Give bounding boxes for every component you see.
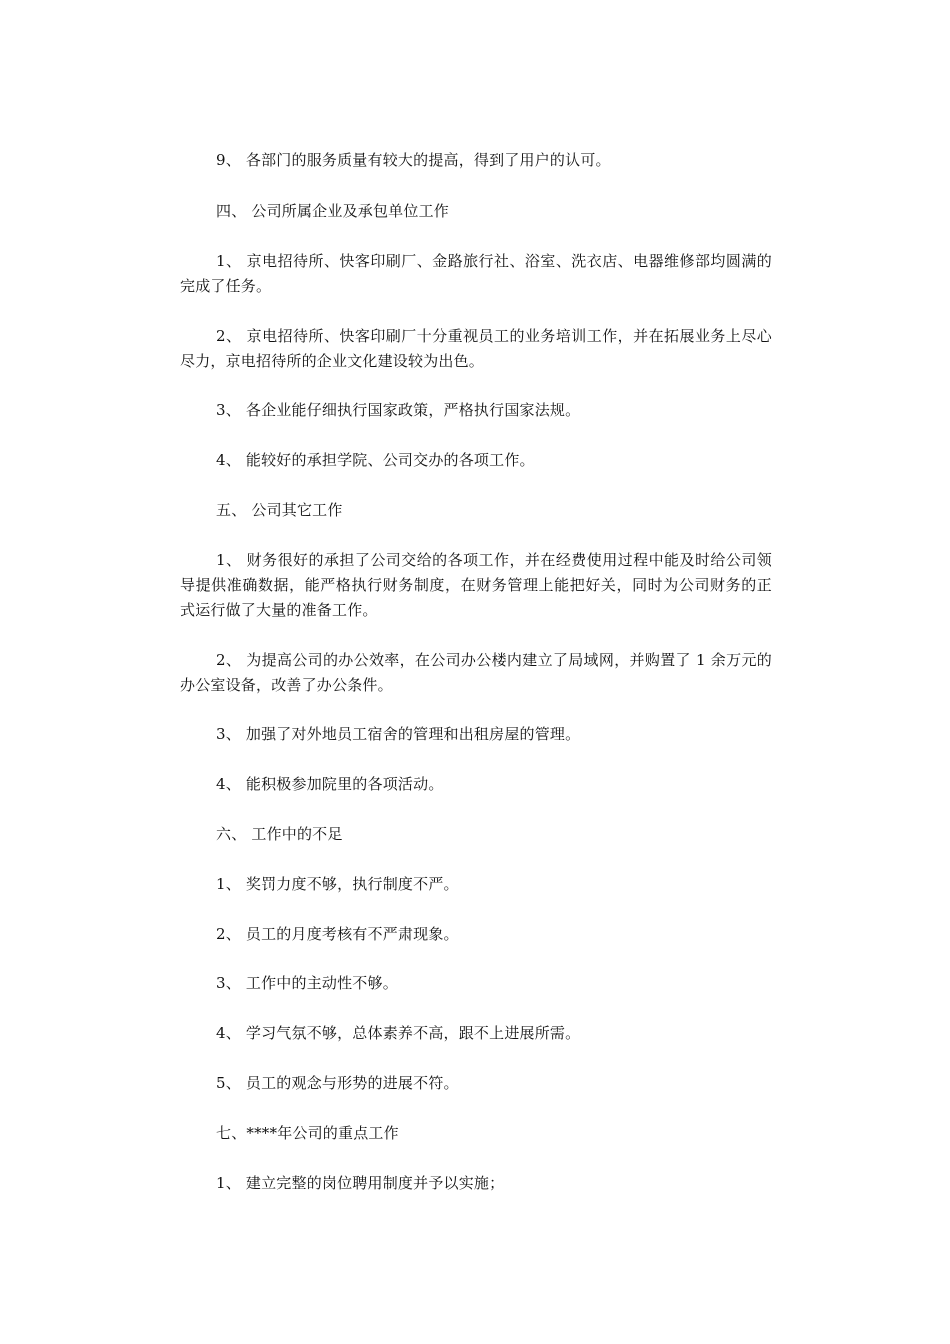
paragraph-item-4-learning: 4、 学习气氛不够，总体素养不高，跟不上进展所需。 xyxy=(216,1024,581,1042)
paragraph-item-9-service-quality: 9、 各部门的服务质量有较大的提高，得到了用户的认可。 xyxy=(216,151,611,169)
paragraph-item-4-assigned-work: 4、 能较好的承担学院、公司交办的各项工作。 xyxy=(216,451,535,469)
paragraph-item-3-initiative: 3、 工作中的主动性不够。 xyxy=(216,974,398,992)
paragraph-item-1-discipline: 1、 奖罚力度不够，执行制度不严。 xyxy=(216,875,459,893)
section-heading-6: 六、 工作中的不足 xyxy=(216,825,343,843)
paragraph-item-3-dormitory: 3、 加强了对外地员工宿舍的管理和出租房屋的管理。 xyxy=(216,725,581,743)
section-heading-7: 七、****年公司的重点工作 xyxy=(216,1124,399,1142)
section-heading-5: 五、 公司其它工作 xyxy=(216,501,343,519)
paragraph-item-2-office-network: 2、 为提高公司的办公效率，在公司办公楼内建立了局域网，并购置了 1 余万元的办公室设备，改善了办公条件。 xyxy=(180,651,772,694)
paragraph-item-1-enterprises: 1、 京电招待所、快客印刷厂、金路旅行社、浴室、洗衣店、电器维修部均圆满的完成了任务。 xyxy=(180,252,772,295)
paragraph-item-2-assessment: 2、 员工的月度考核有不严肃现象。 xyxy=(216,925,459,943)
paragraph-item-2-training: 2、 京电招待所、快客印刷厂十分重视员工的业务培训工作，并在拓展业务上尽心尽力，京电招待所的企业文化建设较为出色。 xyxy=(180,327,772,370)
paragraph-item-4-activities: 4、 能积极参加院里的各项活动。 xyxy=(216,775,444,793)
paragraph-item-3-policy: 3、 各企业能仔细执行国家政策，严格执行国家法规。 xyxy=(216,401,581,419)
paragraph-item-1-finance: 1、 财务很好的承担了公司交给的各项工作，并在经费使用过程中能及时给公司领导提供准确数据，能严格执行财务制度，在财务管理上能把好关，同时为公司财务的正式运行做了大量的准备工作。 xyxy=(180,551,772,619)
paragraph-item-5-concepts: 5、 员工的观念与形势的进展不符。 xyxy=(216,1074,459,1092)
section-heading-4: 四、 公司所属企业及承包单位工作 xyxy=(216,202,449,220)
paragraph-item-1-hiring-system: 1、 建立完整的岗位聘用制度并予以实施； xyxy=(216,1174,505,1192)
